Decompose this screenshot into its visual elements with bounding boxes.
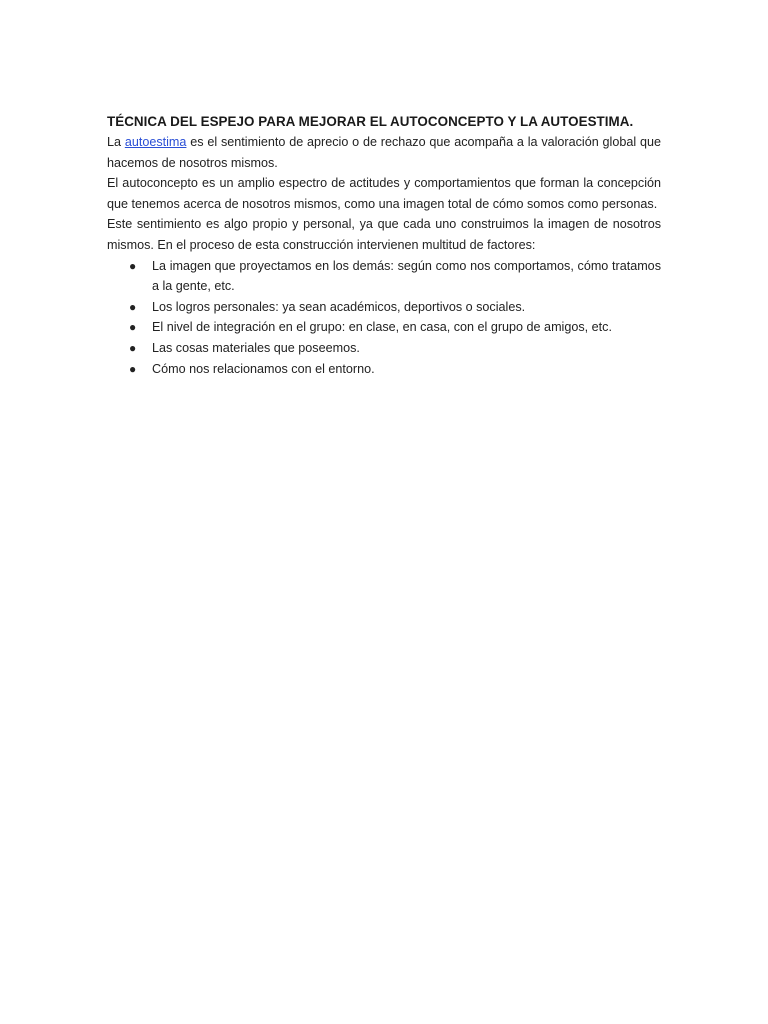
document-body: [107, 112, 661, 379]
paragraph-autoestima: [107, 132, 661, 173]
list-item-text: Cómo nos relacionamos con el entorno.: [152, 361, 375, 376]
bullet-icon: ●: [129, 320, 137, 335]
list-item: [107, 359, 661, 380]
list-item: [107, 338, 661, 359]
document-title: TÉCNICA DEL ESPEJO PARA MEJORAR EL AUTOCONCEPTO Y LA AUTOESTIMA.: [107, 114, 634, 129]
paragraph-autoestima-prefix: La: [107, 135, 125, 149]
bullet-icon: ●: [129, 258, 137, 273]
list-item-text: Los logros personales: ya sean académicos, deportivos o sociales.: [152, 299, 526, 314]
list-item-text: Las cosas materiales que poseemos.: [152, 340, 360, 355]
list-item-text: La imagen que proyectamos en los demás: según como nos comportamos, cómo tratamos a la gente, etc.: [152, 258, 661, 294]
autoestima-link[interactable]: autoestima: [124, 135, 187, 149]
paragraph-sentimiento: Este sentimiento es algo propio y personal, ya que cada uno construimos la imagen de nosotros mismos. En el proceso de esta construcción intervienen multitud de factores:: [107, 217, 661, 252]
paragraph-autoconcepto: El autoconcepto es un amplio espectro de actitudes y comportamientos que forman la concepción que tenemos acerca de nosotros mismos, como una imagen total de cómo somos como personas.: [107, 176, 661, 211]
bullet-icon: ●: [129, 340, 137, 355]
list-item-text: El nivel de integración en el grupo: en clase, en casa, con el grupo de amigos, etc.: [152, 320, 612, 335]
bullet-icon: ●: [129, 299, 137, 314]
list-item: [107, 317, 661, 338]
bullet-icon: ●: [129, 361, 137, 376]
list-item: [107, 256, 661, 297]
list-item: [107, 297, 661, 318]
paragraph-autoestima-suffix: es el sentimiento de aprecio o de rechazo que acompaña a la valoración global que hacemos de nosotros mismos.: [107, 135, 661, 170]
factors-list: [107, 256, 661, 380]
